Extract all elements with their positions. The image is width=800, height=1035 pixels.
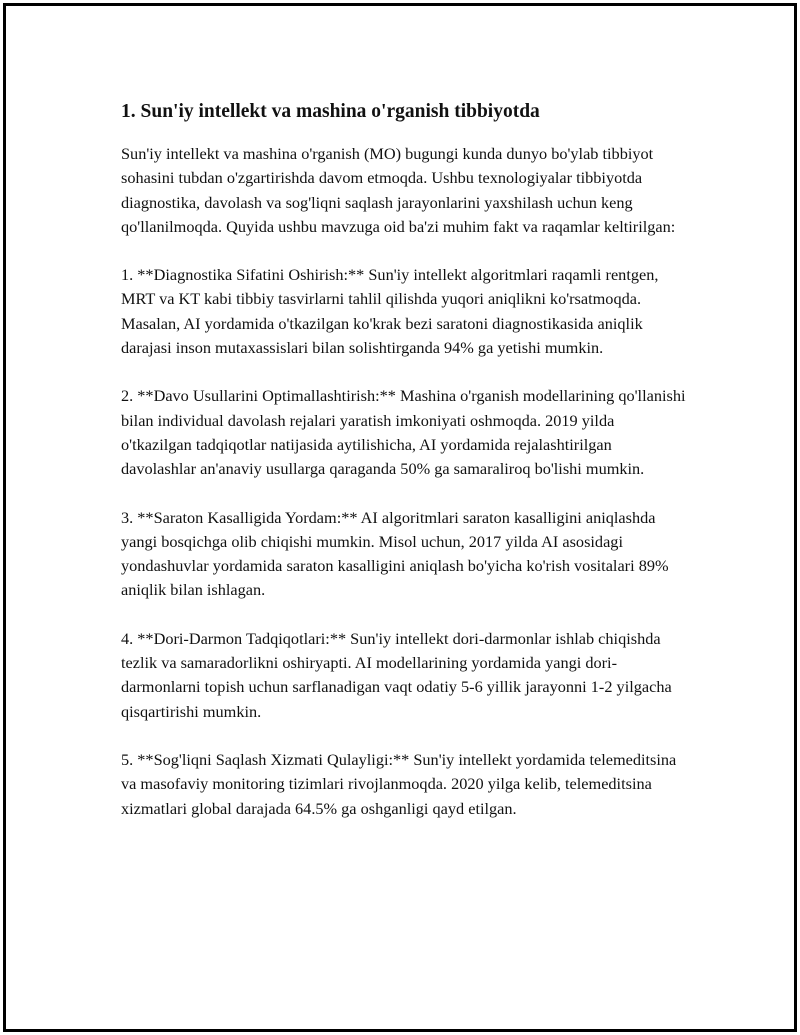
document-title: 1. Sun'iy intellekt va mashina o'rganish tibbiyotda xyxy=(121,101,540,122)
document-body xyxy=(121,99,686,845)
list-item-healthcare-service: 5. **Sog'liqni Saqlash Xizmati Qulayligi:** Sun'iy intellekt yordamida telemeditsina va masofaviy monitoring tizimlari rivojlanmoqda. 2020 yilga kelib, telemeditsina xizmatlari global darajada 64.5% ga oshganligi qayd etilgan. xyxy=(121,749,677,818)
page-frame xyxy=(3,3,797,1032)
list-item-cancer: 3. **Saraton Kasalligida Yordam:** AI algoritmlari saraton kasalligini aniqlashda yangi bosqichga olib chiqishi mumkin. Misol uchun, 2017 yilda AI asosidagi yondashuvlar yordamida saraton kasalligini aniqlash bo'yicha ko'rish vositalari 89% aniqlik bilan ishlagan. xyxy=(121,507,669,600)
list-item-diagnostics: 1. **Diagnostika Sifatini Oshirish:** Sun'iy intellekt algoritmlari raqamli rentgen, MRT va KT kabi tibbiy tasvirlarni tahlil qilishda yuqori aniqlikni ko'rsatmoqda. Masalan, AI yordamida o'tkazilgan ko'krak bezi saratoni diagnostikasida aniqlik darajasi inson mutaxassislari bilan solishtirganda 94% ga yetishi mumkin. xyxy=(121,265,659,358)
list-item-drug-research: 4. **Dori-Darmon Tadqiqotlari:** Sun'iy intellekt dori-darmonlar ishlab chiqishda tezlik va samaradorlikni oshiryapti. AI modellarining yordamida yangi dori-darmonlarni topish uchun sarflanadigan vaqt odatiy 5-6 yillik jarayonni 1-2 yilgacha qisqartirishi mumkin. xyxy=(121,628,672,721)
intro-paragraph: Sun'iy intellekt va mashina o'rganish (MO) bugungi kunda dunyo bo'ylab tibbiyot sohasini tubdan o'zgartirishda davom etmoqda. Ushbu texnologiyalar tibbiyotda diagnostika, davolash va sog'liqni saqlash jarayonlarini yaxshilash uchun keng qo'llanilmoqda. Quyida ushbu mavzuga oid ba'zi muhim fakt va raqamlar keltirilgan: xyxy=(121,144,676,236)
list-item-treatment: 2. **Davo Usullarini Optimallashtirish:** Mashina o'rganish modellarining qo'llanishi bilan individual davolash rejalari yaratish imkoniyati oshmoqda. 2019 yilda o'tkazilgan tadqiqotlar natijasida aytilishicha, AI yordamida rejalashtirilgan davolashlar an'anaviy usullarga qaraganda 50% ga samaraliroq bo'lishi mumkin. xyxy=(121,386,686,479)
